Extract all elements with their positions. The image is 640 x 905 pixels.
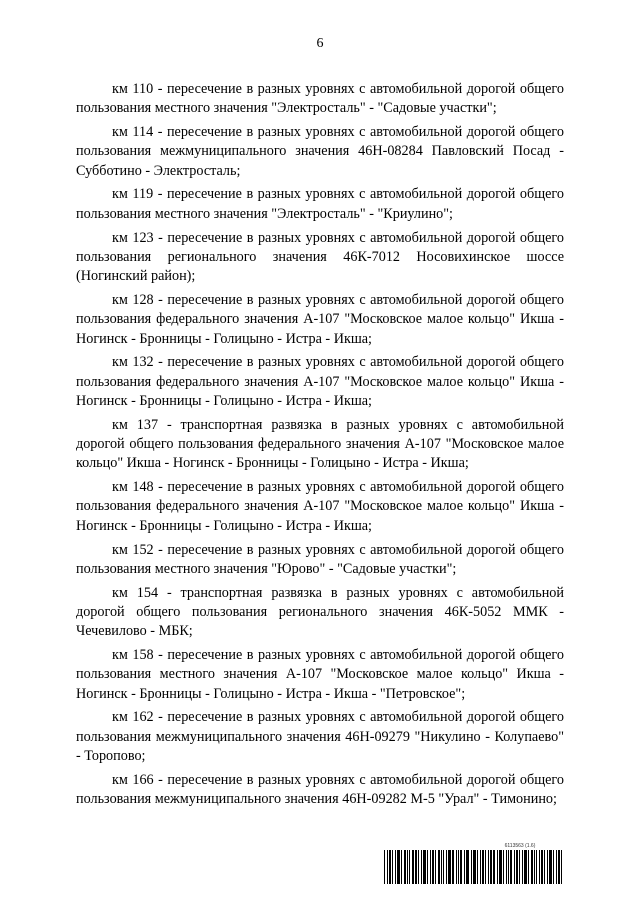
list-item: км 152 - пересечение в разных уровнях с автомобильной дорогой общего пользования местного значения "Юрово" - "Садовые участки"; [76, 541, 564, 577]
list-item: км 128 - пересечение в разных уровнях с автомобильной дорогой общего пользования федерального значения А-107 "Московское малое кольцо" Икша - Ногинск - Бронницы - Голицыно - Истра - Икша; [76, 291, 564, 347]
list-item: км 158 - пересечение в разных уровнях с автомобильной дорогой общего пользования местного значения А-107 "Московское малое кольцо" Икша - Ногинск - Бронницы - Голицыно - Истра - Икша - "Петровское"; [76, 647, 564, 702]
list-item: км 123 - пересечение в разных уровнях с автомобильной дорогой общего пользования регионального значения 46К-7012 Носовихинское шоссе (Ногинский район); [76, 229, 564, 285]
list-item: км 119 - пересечение в разных уровнях с автомобильной дорогой общего пользования местного значения "Электросталь" - "Криулино"; [76, 186, 564, 222]
list-item: км 132 - пересечение в разных уровнях с автомобильной дорогой общего пользования федерального значения А-107 "Московское малое кольцо" Икша - Ногинск - Бронницы - Голицыно - Истра - Икша; [76, 354, 564, 409]
list-item: км 114 - пересечение в разных уровнях с автомобильной дорогой общего пользования межмуниципального значения 46Н-08284 Павловский Посад - Субботино - Электросталь; [76, 124, 564, 179]
document-body [76, 80, 564, 814]
list-item: км 166 - пересечение в разных уровнях с автомобильной дорогой общего пользования межмуниципального значения 46Н-09282 М-5 "Урал" - Тимонино; [76, 771, 564, 808]
list-item: км 148 - пересечение в разных уровнях с автомобильной дорогой общего пользования федерального значения А-107 "Московское малое кольцо" Икша - Ногинск - Бронницы - Голицыно - Истра - Икша; [76, 479, 564, 534]
list-item: км 162 - пересечение в разных уровнях с автомобильной дорогой общего пользования межмуниципального значения 46Н-09279 "Никулино - Колупаево" - Торопово; [76, 709, 564, 764]
list-item: км 154 - транспортная развязка в разных уровнях с автомобильной дорогой общего пользования регионального значения 46К-5052 ММК - Чечевилово - МБК; [76, 584, 564, 640]
list-item: км 110 - пересечение в разных уровнях с автомобильной дорогой общего пользования местного значения "Электросталь" - "Садовые участки"; [76, 81, 564, 117]
list-item: км 137 - транспортная развязка в разных уровнях с автомобильной дорогой общего пользования федерального значения А-107 "Московское малое кольцо" Икша - Ногинск - Бронницы - Голицыно - Истра - Икша; [76, 416, 564, 472]
document-code: 6113563 (1.6) [504, 843, 536, 849]
barcode-icon [384, 850, 564, 884]
page-number: 6 [316, 36, 324, 51]
